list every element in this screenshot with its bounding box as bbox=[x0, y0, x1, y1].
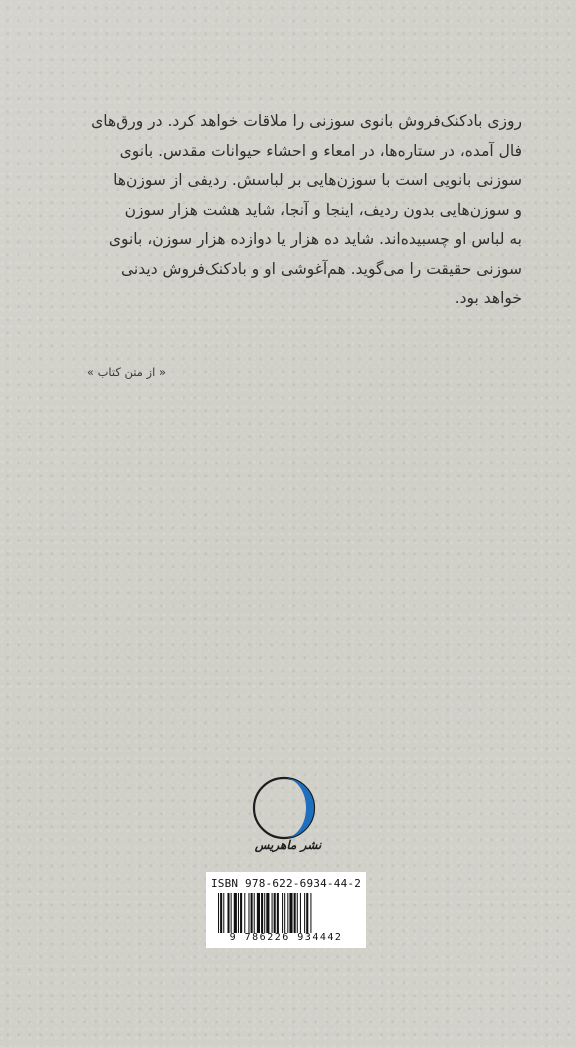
barcode-bar bbox=[304, 893, 305, 933]
isbn-label: ISBN 978-622-6934-44-2 bbox=[210, 877, 362, 890]
barcode-bar bbox=[284, 893, 285, 933]
source-note: « از متن کتاب » bbox=[86, 365, 166, 379]
barcode-bar bbox=[306, 893, 308, 933]
barcode-bar bbox=[244, 893, 245, 933]
barcode-bar bbox=[274, 893, 276, 933]
barcode-bar bbox=[287, 893, 288, 933]
barcode-bar bbox=[264, 893, 265, 933]
barcode-bar bbox=[227, 893, 229, 933]
barcode-bar bbox=[282, 893, 283, 933]
barcode-bar bbox=[261, 893, 263, 933]
barcode-bars bbox=[218, 893, 354, 933]
logo-crescent bbox=[284, 778, 314, 838]
blurb-text bbox=[60, 107, 522, 314]
barcode-bar bbox=[240, 893, 242, 933]
blurb-line: سوزنی بانویی است با سوزن‌هایی بر لباسش. ردیفی از سوزن‌ها bbox=[113, 171, 522, 189]
barcode-bar bbox=[272, 893, 273, 933]
barcode-digits: 9 786226 934442 bbox=[229, 932, 343, 943]
barcode-bar bbox=[277, 893, 279, 933]
blurb-line: سوزنی حقیقت را می‌گوید. هم‌آغوشی او و بادکنک‌فروش دیدنی bbox=[121, 259, 522, 278]
barcode-bar bbox=[310, 893, 311, 933]
blurb-line: روزی بادکنک‌فروش بانوی سوزنی را ملاقات خواهد کرد. در ورق‌های bbox=[91, 112, 522, 130]
blurb-line: و سوزن‌هایی بدون ردیف، اینجا و آنجا، شاید هشت هزار سوزن bbox=[124, 200, 522, 219]
barcode-bar bbox=[248, 893, 249, 933]
publisher-name: نشر ماهریس bbox=[254, 838, 322, 852]
barcode bbox=[206, 872, 366, 948]
barcode-bar bbox=[220, 893, 222, 933]
barcode-bar bbox=[297, 893, 298, 933]
barcode-bar bbox=[223, 893, 224, 933]
barcode-bar bbox=[238, 893, 239, 933]
barcode-bar bbox=[254, 893, 255, 933]
barcode-bar bbox=[257, 893, 260, 933]
barcode-bar bbox=[231, 893, 232, 933]
blurb-line: خواهد بود. bbox=[454, 289, 522, 307]
barcode-bar bbox=[218, 893, 219, 933]
barcode-bar bbox=[266, 893, 269, 933]
barcode-bar bbox=[251, 893, 253, 933]
barcode-bar bbox=[294, 893, 296, 933]
barcode-bar bbox=[300, 893, 301, 933]
barcode-bar bbox=[289, 893, 292, 933]
barcode-bar bbox=[234, 893, 237, 933]
blurb-line: فال آمده، در ستاره‌ها، در امعاء و احشاء حیوانات مقدس. بانوی bbox=[119, 141, 522, 160]
blurb-line: به لباس او چسبیده‌اند. شاید ده هزار یا دوازده هزار سوزن، بانوی bbox=[108, 230, 522, 248]
